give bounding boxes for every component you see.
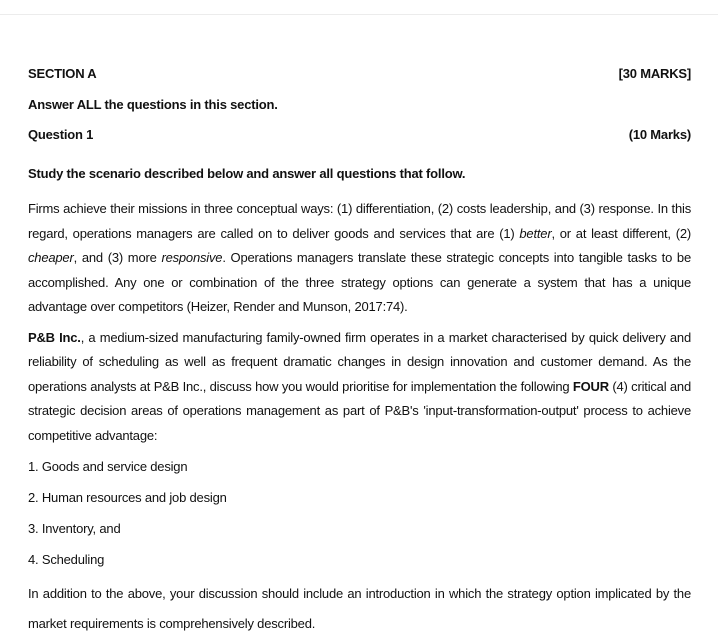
company-name: P&B Inc. (28, 329, 81, 345)
exam-document (28, 66, 691, 639)
p1-text-3: , and (3) more (73, 250, 162, 265)
section-title: SECTION A (28, 66, 97, 81)
decision-areas-list (28, 455, 691, 572)
list-item: 1. Goods and service design (28, 459, 188, 474)
section-instruction: Answer ALL the questions in this section. (28, 97, 278, 112)
p1-emphasis-cheaper: cheaper (28, 250, 74, 265)
scenario-paragraph-2 (28, 326, 691, 449)
p2-emphasis-four: FOUR (572, 378, 609, 394)
section-marks: [30 MARKS] (618, 66, 691, 81)
p1-emphasis-better: better (519, 225, 552, 241)
study-instruction: Study the scenario described below and answer all questions that follow. (28, 166, 466, 181)
closing-paragraph: In addition to the above, your discussion should include an introduction in which the strategy option implicated by the market requirements is comprehensively described. (28, 586, 691, 631)
scenario-paragraph-1 (28, 197, 691, 320)
top-divider (0, 14, 718, 15)
p2-text-1: , a medium-sized manufacturing family-owned firm operates in a market characterised by quick delivery and reliability of scheduling as well as frequent dramatic changes in design innovation and customer demand. As the operations analysts at P&B Inc., discuss how you would prioritise for implementation the following (28, 329, 691, 394)
list-item: 4. Scheduling (28, 552, 105, 567)
p1-text-2: , or at least different, (2) (551, 225, 691, 241)
section-header (28, 66, 691, 90)
list-item: 2. Human resources and job design (28, 490, 227, 505)
question-title: Question 1 (28, 127, 94, 142)
question-marks: (10 Marks) (628, 127, 691, 142)
list-item: 3. Inventory, and (28, 521, 121, 536)
p1-emphasis-responsive: responsive (161, 250, 223, 265)
p1-text-4: . Operations managers translate these strategic concepts into tangible tasks to be accomplished. Any one or combination of the three strategy options can generate a system that has a unique advantage over competitors (Heizer, Render and Munson, 2017:74). (28, 250, 691, 314)
question-header (28, 127, 691, 151)
p2-text-2: (4) critical and strategic decision areas of operations management as part of P&B's 'input-transformation-output' process to achieve competitive advantage: (28, 378, 691, 443)
p1-text-1: Firms achieve their missions in three conceptual ways: (1) differentiation, (2) costs leadership, and (3) response. In this regard, operations managers are called on to deliver goods and services that are (1) (28, 201, 691, 241)
